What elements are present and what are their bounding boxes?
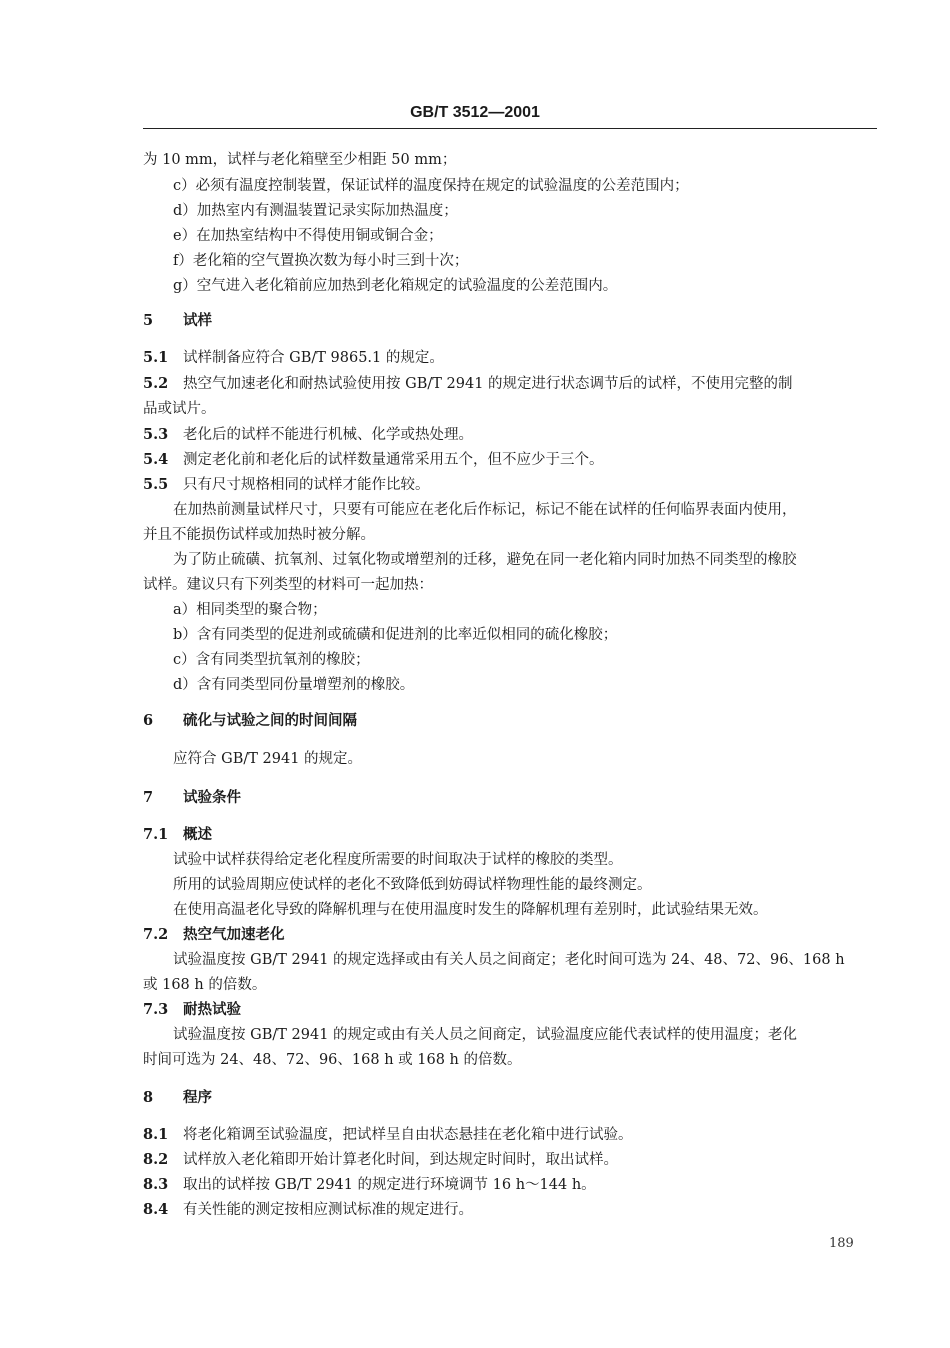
section-title: 试样 (183, 312, 212, 329)
section-5-heading (143, 311, 212, 331)
list-item: f）老化箱的空气置换次数为每小时三到十次； (173, 253, 469, 269)
clause-number: 7.1 (143, 826, 169, 843)
section-6-heading (143, 711, 357, 731)
clause-text: 老化后的试样不能进行机械、化学或热处理。 (183, 427, 473, 443)
section-number: 5 (143, 312, 154, 329)
clause-8-1 (143, 1125, 633, 1145)
clause-text: 测定老化前和老化后的试样数量通常采用五个，但不应少于三个。 (183, 452, 604, 468)
section-title: 试验条件 (183, 789, 241, 806)
clause-number: 5.4 (143, 451, 169, 468)
clause-text: 有关性能的测定按相应测试标准的规定进行。 (183, 1202, 473, 1218)
paragraph-continued: 时间可选为 24、48、72、96、168 h 或 168 h 的倍数。 (143, 1052, 522, 1068)
list-item: b）含有同类型的促进剂或硫磺和促进剂的比率近似相同的硫化橡胶； (173, 627, 618, 643)
clause-text: 热空气加速老化和耐热试验使用按 GB/T 2941 的规定进行状态调节后的试样，不使用完整的制 (183, 376, 793, 392)
list-item: a）相同类型的聚合物； (173, 602, 327, 618)
list-item: c）含有同类型抗氧剂的橡胶； (173, 652, 370, 668)
text-line: 为 10 mm，试样与老化箱壁至少相距 50 mm； (143, 152, 457, 168)
paragraph: 试验温度按 GB/T 2941 的规定选择或由有关人员之间商定；老化时间可选为 24、48、72、96、168 h (173, 952, 845, 968)
paragraph: 所用的试验周期应使试样的老化不致降低到妨碍试样物理性能的最终测定。 (173, 877, 652, 893)
clause-number: 8.4 (143, 1201, 169, 1218)
header-rule (143, 128, 877, 129)
page-number: 189 (829, 1236, 854, 1251)
clause-text: 试样放入老化箱即开始计算老化时间，到达规定时间时，取出试样。 (183, 1152, 618, 1168)
paragraph-continued: 或 168 h 的倍数。 (143, 977, 267, 993)
clause-5-2 (143, 374, 793, 394)
section-number: 6 (143, 712, 154, 729)
section-title: 硫化与试验之间的时间间隔 (183, 712, 357, 729)
clause-8-3 (143, 1175, 596, 1195)
clause-title: 耐热试验 (183, 1001, 241, 1018)
list-item: d）含有同类型同份量增塑剂的橡胶。 (173, 677, 415, 693)
list-item: g）空气进入老化箱前应加热到老化箱规定的试验温度的公差范围内。 (173, 278, 618, 294)
clause-number: 7.2 (143, 926, 169, 943)
clause-7-1 (143, 825, 212, 845)
paragraph: 在加热前测量试样尺寸，只要有可能应在老化后作标记，标记不能在试样的任何临界表面内使用， (173, 502, 797, 518)
section-number: 7 (143, 789, 154, 806)
section-title: 程序 (183, 1089, 212, 1106)
section-7-heading (143, 788, 241, 808)
clause-number: 8.2 (143, 1151, 169, 1168)
clause-text: 只有尺寸规格相同的试样才能作比较。 (183, 477, 430, 493)
paragraph-continued: 试样。建议只有下列类型的材料可一起加热： (143, 577, 433, 593)
clause-number: 5.2 (143, 375, 169, 392)
clause-5-2-continued: 品或试片。 (143, 401, 216, 417)
clause-text: 试样制备应符合 GB/T 9865.1 的规定。 (183, 350, 444, 366)
list-item: c）必须有温度控制装置，保证试样的温度保持在规定的试验温度的公差范围内； (173, 178, 689, 194)
paragraph: 为了防止硫磺、抗氧剂、过氧化物或增塑剂的迁移，避免在同一老化箱内同时加热不同类型的橡胶 (173, 552, 797, 568)
paragraph: 在使用高温老化导致的降解机理与在使用温度时发生的降解机理有差别时，此试验结果无效。 (173, 902, 768, 918)
clause-7-3 (143, 1000, 241, 1020)
clause-5-1 (143, 348, 444, 368)
clause-title: 概述 (183, 826, 212, 843)
paragraph: 试验中试样获得给定老化程度所需要的时间取决于试样的橡胶的类型。 (173, 852, 623, 868)
clause-7-2 (143, 925, 285, 945)
list-item: e）在加热室结构中不得使用铜或铜合金； (173, 228, 443, 244)
paragraph: 应符合 GB/T 2941 的规定。 (173, 751, 363, 767)
clause-5-5 (143, 475, 430, 495)
clause-number: 5.5 (143, 476, 169, 493)
clause-8-2 (143, 1150, 618, 1170)
clause-number: 5.3 (143, 426, 169, 443)
clause-8-4 (143, 1200, 473, 1220)
list-item: d）加热室内有测温装置记录实际加热温度； (173, 203, 458, 219)
section-8-heading (143, 1088, 212, 1108)
clause-number: 5.1 (143, 349, 169, 366)
clause-title: 热空气加速老化 (183, 926, 285, 943)
clause-5-4 (143, 450, 604, 470)
clause-number: 8.3 (143, 1176, 169, 1193)
paragraph: 试验温度按 GB/T 2941 的规定或由有关人员之间商定，试验温度应能代表试样的使用温度；老化 (173, 1027, 798, 1043)
clause-number: 8.1 (143, 1126, 169, 1143)
paragraph-continued: 并且不能损伤试样或加热时被分解。 (143, 527, 375, 543)
document-header: GB/T 3512—2001 (410, 104, 540, 121)
clause-5-3 (143, 425, 473, 445)
clause-text: 将老化箱调至试验温度，把试样呈自由状态悬挂在老化箱中进行试验。 (183, 1127, 633, 1143)
clause-number: 7.3 (143, 1001, 169, 1018)
clause-text: 取出的试样按 GB/T 2941 的规定进行环境调节 16 h～144 h。 (183, 1177, 596, 1193)
section-number: 8 (143, 1089, 154, 1106)
